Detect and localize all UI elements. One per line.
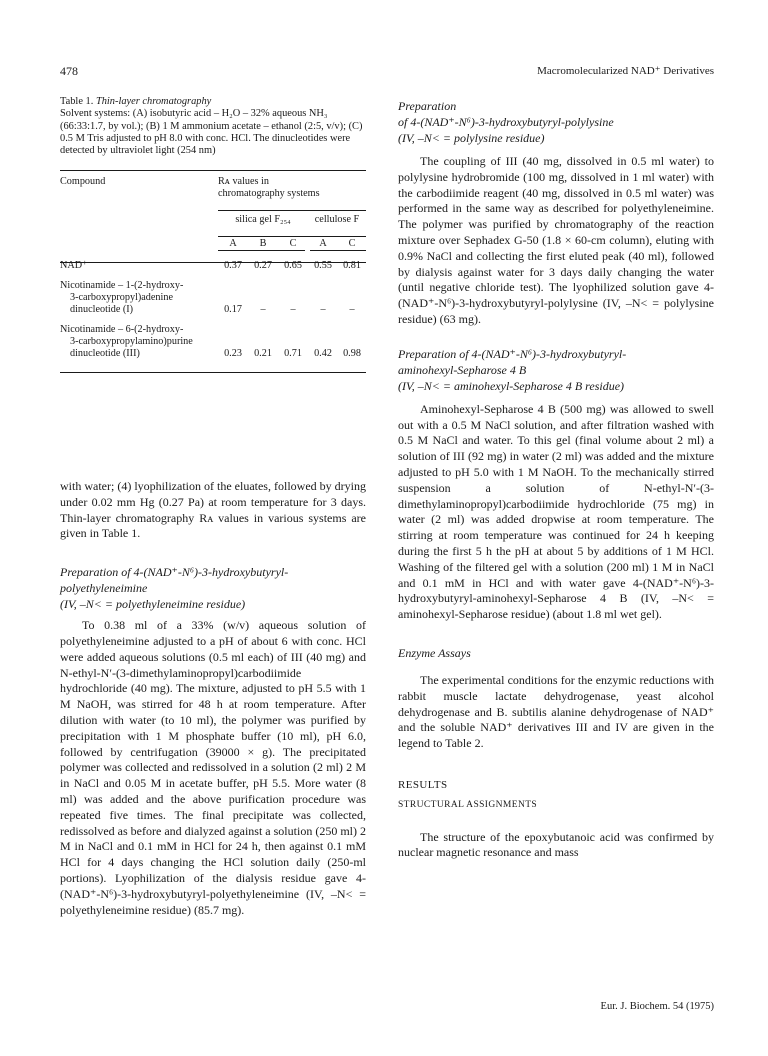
row-value: 0.21 bbox=[254, 348, 272, 359]
table-caption bbox=[60, 96, 366, 157]
section-heading-polylysine bbox=[398, 98, 714, 146]
heading-line: polyethyleneimine bbox=[60, 581, 148, 596]
subheader-a: A bbox=[229, 238, 237, 249]
table-group-row bbox=[60, 214, 366, 226]
row-value: 0.27 bbox=[254, 260, 272, 271]
compound-line: dinucleotide (III) bbox=[70, 348, 140, 359]
row-value: 0.98 bbox=[343, 348, 361, 359]
row-value: 0.65 bbox=[284, 260, 302, 271]
compound-line: Nicotinamide – 6-(2-hydroxy- bbox=[60, 324, 184, 335]
heading-line: (IV, –N< = polyethyleneimine residue) bbox=[60, 597, 246, 612]
rf-table bbox=[60, 174, 366, 360]
heading-line: Preparation bbox=[398, 99, 457, 113]
header-silica: silica gel F₂₅₄ bbox=[235, 214, 291, 225]
header-rf bbox=[218, 174, 366, 200]
heading-line: (IV, –N< = aminohexyl-Sepharose 4 B residue) bbox=[398, 378, 625, 393]
table-rule bbox=[218, 210, 366, 211]
subheader-c: C bbox=[289, 238, 297, 249]
compound-line: dinucleotide (I) bbox=[70, 304, 134, 315]
paragraph: To 0.38 ml of a 33% (w/v) aqueous solution of polyethyleneimine adjusted to a pH of about 6 with conc. HCl were added aqueous solutions (0.5 ml each) of III (40 mg) and N-ethyl-N′-(3-dimethylaminopropyl)carbodiimide hydrochloride (40 mg). The mixture, adjusted to pH 5.5 with 1 M NaOH, was stirred for 48 h at room temperature. After dilution with water (to 10 ml), the polymer was purified by precipitation with 1 M phosphate buffer (10 ml), pH 6.0, followed by centrifugation (39000 × g). The precipitated polymer was collected and redissolved in a solution (2 ml) 2 M in NaCl and 0.05 M in acetate buffer, pH 5.5. More water (8 ml) was added and the above purification procedure was repeated five times. The final precipitate was collected, redissolved as before and dialyzed against a solution (250 ml) 2 M in NaCl and 0.1 mM in HCl for 24 h, then against 0.1 mM HCl for 4 days changing the HCl solution daily (250-ml portions). Lyophilization of the dialysis residue gave 4-(NAD⁺-N⁶)-3-hydroxybutyryl-polyethyleneimine (IV, –N< = polyethyleneimine residue) (85.7 mg). bbox=[60, 618, 366, 917]
subheader-b: B bbox=[259, 238, 267, 249]
table-header-row bbox=[60, 174, 366, 200]
row-value: 0.42 bbox=[314, 348, 332, 359]
row-value: – bbox=[320, 304, 326, 315]
results-heading: RESULTS bbox=[398, 778, 448, 791]
table-row bbox=[60, 324, 366, 360]
header-compound: Compound bbox=[60, 176, 106, 187]
compound-line: Nicotinamide – 1-(2-hydroxy- bbox=[60, 280, 184, 291]
table-rule bbox=[218, 236, 366, 237]
heading-line: Preparation of 4-(NAD⁺-N⁶)-3-hydroxybutyryl- bbox=[398, 346, 627, 361]
compound-line: 3-carboxypropyl)adenine bbox=[70, 292, 173, 303]
header-rf-line1: Rᴀ values in bbox=[218, 176, 269, 187]
row-value: 0.81 bbox=[343, 260, 361, 271]
heading-line: Preparation of 4-(NAD⁺-N⁶)-3-hydroxybutyryl- bbox=[60, 565, 289, 580]
paragraph: The coupling of III (40 mg, dissolved in 0.5 ml water) to polylysine hydrobromide (100 mg, dissolved in 1 ml water) with the carbodiimide reagent (40 mg, dissolved in 0.5 ml water) was performed in the same way as described for polyethyleneimine. The polymer was purified by chromatography of the reaction mixture over Sephadex G-50 (1.8 × 60-cm column), eluting with 0.9% NaCl and collecting the first eluted peak (40 ml), followed by dialysis against water for 3 days daily changing the water (until negative chloride test). The lyophilized solution gave 4-(NAD⁺-N⁶)-3-hydroxybutyryl-polylysine (IV, –N< = polylysine residue) (63 mg). bbox=[398, 154, 714, 326]
paragraph: The structure of the epoxybutanoic acid was confirmed by nuclear magnetic resonance and mass bbox=[398, 829, 714, 860]
running-head: Macromolecularized NAD⁺ Derivatives bbox=[537, 65, 714, 77]
row-value: 0.37 bbox=[224, 260, 242, 271]
row-value: 0.23 bbox=[224, 348, 242, 359]
right-column bbox=[398, 98, 714, 861]
row-value: 0.17 bbox=[224, 304, 242, 315]
subheader-c2: C bbox=[348, 238, 356, 249]
page-number: 478 bbox=[60, 64, 78, 78]
paragraph: Aminohexyl-Sepharose 4 B (500 mg) was allowed to swell out with a 0.5 M NaCl solution, and after filtration washed with 0.5 M NaCl and water. To this gel (final volume about 2 ml) a solution of III (92 mg) in water (2 ml) was added and the mixture adjusted to pH 5.0 with 1 M NaOH. To the mechanically stirred suspension a solution of N-ethyl-N′-(3-dimethylaminopropyl)carbodiimide hydrochloride (75 mg) in water (2 ml) was added dropwise at room temperature. The stirring at room temperature was continued for 24 h keeping during the first 5 h the pH at about 5 by additions of 1 M HCl. Washing of the filtered gel with a solution (200 ml) 1 M in NaCl and 0.1 mM in HCl and with water gave 4-(NAD⁺-N⁶)-3-hydroxybutyryl-aminohexyl-Sepharose 4 B (IV, –N< = aminohexyl-Sepharose residue) (about 1.8 ml wet gel). bbox=[398, 401, 714, 622]
row-value: – bbox=[349, 304, 355, 315]
table-top-rule bbox=[60, 170, 366, 171]
heading-line: aminohexyl-Sepharose 4 B bbox=[398, 362, 527, 377]
row-value: 0.55 bbox=[314, 260, 332, 271]
table-caption-title: Thin-layer chromatography bbox=[95, 96, 212, 107]
row-compound bbox=[60, 280, 218, 316]
structural-assignments-heading: STRUCTURAL ASSIGNMENTS bbox=[398, 799, 538, 810]
paragraph: The experimental conditions for the enzymic reductions with rabbit muscle lactate dehydrogenase, yeast alcohol dehydrogenase and B. subtilis alanine dehydrogenase of NAD⁺ and the soluble NAD⁺ derivatives III and IV are given in the legend to Table 2. bbox=[398, 672, 714, 751]
row-value: – bbox=[290, 304, 296, 315]
heading-line: of 4-(NAD⁺-N⁶)-3-hydroxybutyryl-polylysine bbox=[398, 115, 614, 129]
heading-line: (IV, –N< = polylysine residue) bbox=[398, 131, 545, 145]
left-column bbox=[60, 479, 366, 918]
journal-citation: Eur. J. Biochem. 54 (1975) bbox=[600, 1001, 714, 1012]
table-subheader-row bbox=[60, 238, 366, 250]
header-rf-line2: chromatography systems bbox=[218, 188, 320, 199]
table-caption-body: Solvent systems: (A) isobutyric acid – H₂O – 32% aqueous NH₃ (66:33:1.7, by vol.); (B) 1 M ammonium acetate – ethanol (2:5, v/v); (C) 0.5 M Tris adjusted to pH 8.0 with conc. HCl. The dinucleotides were detected by ultraviolet light (254 nm) bbox=[60, 108, 363, 157]
header-cellulose: cellulose F bbox=[314, 214, 360, 225]
row-value: – bbox=[260, 304, 266, 315]
row-compound bbox=[60, 324, 218, 360]
table-caption-label: Table 1. bbox=[60, 96, 94, 107]
table-rule bbox=[310, 250, 366, 251]
table-rule bbox=[218, 250, 305, 251]
table-header-bottom-rule bbox=[60, 262, 366, 263]
section-heading-pei bbox=[60, 564, 366, 612]
table-bottom-rule bbox=[60, 372, 366, 373]
section-heading-enzyme: Enzyme Assays bbox=[398, 645, 471, 660]
row-value: 0.71 bbox=[284, 348, 302, 359]
table-row bbox=[60, 280, 366, 316]
section-heading-sepharose bbox=[398, 346, 714, 394]
row-compound: NAD⁺ bbox=[60, 260, 88, 271]
subheader-a2: A bbox=[319, 238, 327, 249]
paragraph: with water; (4) lyophilization of the eluates, followed by drying under 0.02 mm Hg (0.27 Pa) at room temperature for 3 days. Thin-layer chromatography Rᴀ values in various systems are given in Table 1. bbox=[60, 479, 366, 541]
compound-line: 3-carboxypropylamino)purine bbox=[70, 336, 193, 347]
